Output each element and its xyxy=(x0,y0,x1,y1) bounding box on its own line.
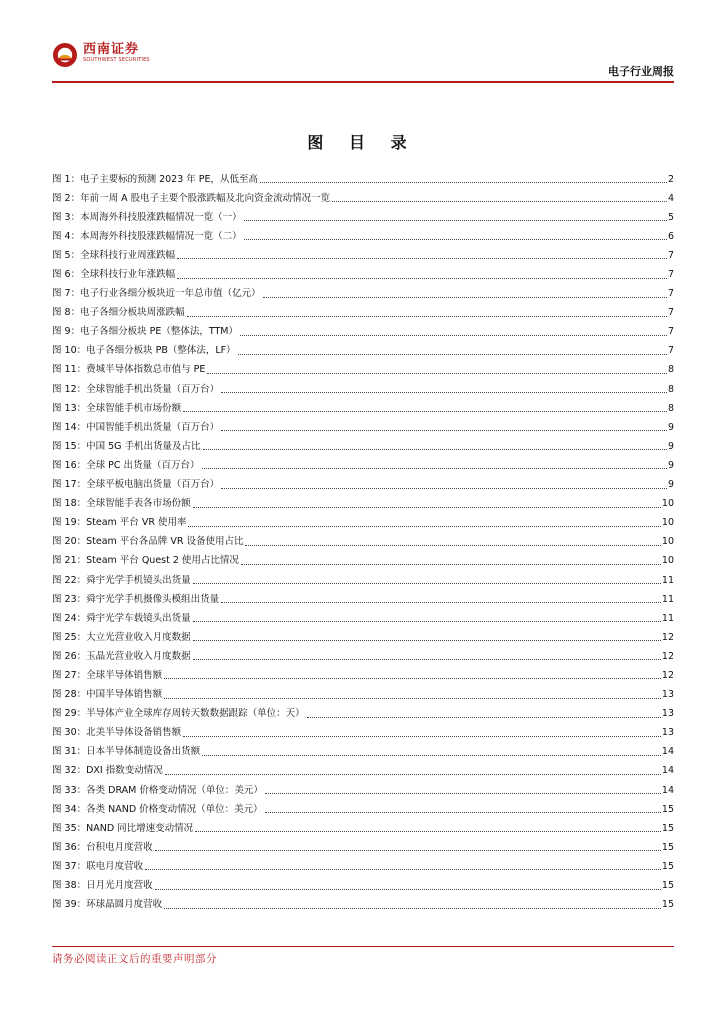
toc-entry-page: 5 xyxy=(667,211,674,223)
toc-entry[interactable] xyxy=(52,609,674,628)
toc-entry-label: 图 13：全球智能手机市场份额 xyxy=(52,402,182,414)
toc-dot-leader xyxy=(193,640,661,641)
toc-entry[interactable] xyxy=(52,380,674,399)
toc-entry-label: 图 33：各类 DRAM 价格变动情况（单位：美元） xyxy=(52,784,263,796)
report-type: 电子行业周报 xyxy=(608,65,674,78)
logo-emblem-icon xyxy=(52,42,78,68)
toc-dot-leader xyxy=(183,411,667,412)
toc-dot-leader xyxy=(188,526,660,527)
toc-entry[interactable] xyxy=(52,724,674,743)
toc-entry-page: 15 xyxy=(661,803,674,815)
toc-dot-leader xyxy=(263,297,667,298)
toc-entry-page: 15 xyxy=(661,860,674,872)
toc-entry[interactable] xyxy=(52,170,674,189)
toc-entry[interactable] xyxy=(52,399,674,418)
toc-entry[interactable] xyxy=(52,819,674,838)
toc-entry[interactable] xyxy=(52,285,674,304)
toc-entry-label: 图 25：大立光营业收入月度数据 xyxy=(52,631,191,643)
toc-entry[interactable] xyxy=(52,762,674,781)
toc-entry-page: 10 xyxy=(661,498,674,510)
toc-dot-leader xyxy=(177,258,667,259)
toc-entry-label: 图 34：各类 NAND 价格变动情况（单位：美元） xyxy=(52,803,263,815)
toc-dot-leader xyxy=(145,869,661,870)
toc-entry-label: 图 5：全球科技行业周涨跌幅 xyxy=(52,249,176,261)
toc-entry[interactable] xyxy=(52,495,674,514)
toc-entry-page: 8 xyxy=(667,383,674,395)
toc-entry-label: 图 35：NAND 同比增速变动情况 xyxy=(52,822,194,834)
toc-entry-page: 6 xyxy=(667,230,674,242)
toc-entry-label: 图 24：舜宇光学车载镜头出货量 xyxy=(52,612,191,624)
toc-dot-leader xyxy=(202,755,661,756)
toc-entry[interactable] xyxy=(52,514,674,533)
toc-entry-label: 图 10：电子各细分板块 PB（整体法，LF） xyxy=(52,345,236,357)
toc-entry-label: 图 21：Steam 平台 Quest 2 使用占比情况 xyxy=(52,555,239,567)
company-logo xyxy=(52,42,150,68)
toc-entry-page: 8 xyxy=(667,364,674,376)
toc-entry-label: 图 20：Steam 平台各品牌 VR 设备使用占比 xyxy=(52,536,244,548)
toc-entry-page: 11 xyxy=(661,612,674,624)
toc-dot-leader xyxy=(240,335,667,336)
toc-entry-label: 图 1：电子主要标的预测 2023 年 PE，从低至高 xyxy=(52,173,259,185)
toc-entry-label: 图 7：电子行业各细分板块近一年总市值（亿元） xyxy=(52,288,261,300)
toc-entry[interactable] xyxy=(52,476,674,495)
toc-entry-page: 14 xyxy=(661,746,674,758)
toc-entry[interactable] xyxy=(52,628,674,647)
toc-dot-leader xyxy=(193,621,661,622)
toc-dot-leader xyxy=(164,908,661,909)
toc-entry-label: 图 29：半导体产业全球库存周转天数数据跟踪（单位：天） xyxy=(52,708,305,720)
toc-entry-page: 9 xyxy=(667,421,674,433)
toc-entry[interactable] xyxy=(52,265,674,284)
footer-disclaimer: 请务必阅读正文后的重要声明部分 xyxy=(52,953,217,965)
toc-entry-page: 7 xyxy=(667,345,674,357)
toc-entry-page: 7 xyxy=(667,326,674,338)
toc-entry-page: 2 xyxy=(667,173,674,185)
toc-entry[interactable] xyxy=(52,590,674,609)
toc-entry-page: 15 xyxy=(661,899,674,911)
toc-entry[interactable] xyxy=(52,552,674,571)
toc-entry-label: 图 4：本周海外科技股涨跌幅情况一览（二） xyxy=(52,230,242,242)
toc-entry-label: 图 32：DXI 指数变动情况 xyxy=(52,765,163,777)
toc-entry-page: 15 xyxy=(661,841,674,853)
toc-dot-leader xyxy=(260,182,667,183)
toc-entry-page: 7 xyxy=(667,307,674,319)
toc-entry-label: 图 18：全球智能手表各市场份额 xyxy=(52,498,191,510)
toc-entry[interactable] xyxy=(52,686,674,705)
toc-entry[interactable] xyxy=(52,418,674,437)
toc-title: 图 目 录 xyxy=(307,133,417,152)
footer-divider xyxy=(52,946,674,947)
toc-entry[interactable] xyxy=(52,323,674,342)
toc-entry-page: 9 xyxy=(667,459,674,471)
toc-dot-leader xyxy=(155,850,661,851)
logo-chinese-name: 西南证券 xyxy=(83,42,140,57)
toc-entry-label: 图 12：全球智能手机出货量（百万台） xyxy=(52,383,220,395)
toc-entry-label: 图 11：费城半导体指数总市值与 PE xyxy=(52,364,206,376)
toc-dot-leader xyxy=(193,507,661,508)
toc-dot-leader xyxy=(241,564,661,565)
toc-entry[interactable] xyxy=(52,705,674,724)
toc-dot-leader xyxy=(155,889,661,890)
table-of-figures xyxy=(52,170,674,915)
toc-entry-label: 图 27：全球半导体销售额 xyxy=(52,669,163,681)
toc-entry[interactable] xyxy=(52,304,674,323)
toc-entry-label: 图 17：全球平板电脑出货量（百万台） xyxy=(52,479,220,491)
page-header xyxy=(52,40,674,82)
toc-dot-leader xyxy=(265,793,661,794)
toc-entry-page: 10 xyxy=(661,517,674,529)
logo-english-name: SOUTHWEST SECURITIES xyxy=(83,57,150,63)
toc-dot-leader xyxy=(244,239,667,240)
toc-dot-leader xyxy=(203,449,667,450)
toc-entry-page: 13 xyxy=(661,689,674,701)
toc-dot-leader xyxy=(165,774,661,775)
toc-entry-label: 图 8：电子各细分板块周涨跌幅 xyxy=(52,307,185,319)
toc-entry-page: 13 xyxy=(661,727,674,739)
toc-entry-page: 12 xyxy=(661,650,674,662)
toc-dot-leader xyxy=(221,488,667,489)
toc-entry-page: 7 xyxy=(667,269,674,281)
toc-entry[interactable] xyxy=(52,208,674,227)
toc-entry[interactable] xyxy=(52,876,674,895)
toc-entry-label: 图 6：全球科技行业年涨跌幅 xyxy=(52,269,176,281)
toc-entry[interactable] xyxy=(52,189,674,208)
toc-entry-page: 12 xyxy=(661,669,674,681)
toc-entry-page: 7 xyxy=(667,249,674,261)
toc-entry[interactable] xyxy=(52,246,674,265)
toc-dot-leader xyxy=(193,583,661,584)
toc-dot-leader xyxy=(183,736,661,737)
toc-entry-page: 7 xyxy=(667,288,674,300)
toc-entry[interactable] xyxy=(52,781,674,800)
toc-entry-page: 15 xyxy=(661,880,674,892)
toc-entry-page: 9 xyxy=(667,440,674,452)
toc-entry-page: 10 xyxy=(661,536,674,548)
toc-entry[interactable] xyxy=(52,571,674,590)
toc-entry-label: 图 23：舜宇光学手机摄像头模组出货量 xyxy=(52,593,220,605)
toc-dot-leader xyxy=(202,468,667,469)
toc-entry-label: 图 16：全球 PC 出货量（百万台） xyxy=(52,459,200,471)
toc-entry[interactable] xyxy=(52,533,674,552)
toc-entry[interactable] xyxy=(52,361,674,380)
toc-entry-page: 4 xyxy=(667,192,674,204)
toc-entry[interactable] xyxy=(52,342,674,361)
toc-dot-leader xyxy=(245,545,660,546)
toc-entry-page: 8 xyxy=(667,402,674,414)
header-divider xyxy=(52,81,674,83)
toc-entry[interactable] xyxy=(52,838,674,857)
toc-entry-label: 图 2：年前一周 A 股电子主要个股涨跌幅及北向资金流动情况一览 xyxy=(52,192,331,204)
toc-entry-label: 图 37：联电月度营收 xyxy=(52,860,144,872)
toc-entry-label: 图 31：日本半导体制造设备出货额 xyxy=(52,746,201,758)
toc-entry[interactable] xyxy=(52,800,674,819)
toc-dot-leader xyxy=(195,831,661,832)
toc-dot-leader xyxy=(221,430,667,431)
toc-entry[interactable] xyxy=(52,456,674,475)
toc-entry[interactable] xyxy=(52,857,674,876)
toc-entry-page: 15 xyxy=(661,822,674,834)
toc-entry[interactable] xyxy=(52,743,674,762)
toc-dot-leader xyxy=(307,717,661,718)
toc-entry[interactable] xyxy=(52,437,674,456)
toc-entry-page: 11 xyxy=(661,593,674,605)
toc-dot-leader xyxy=(244,220,667,221)
toc-entry-label: 图 39：环球晶圆月度营收 xyxy=(52,899,163,911)
toc-dot-leader xyxy=(187,316,667,317)
toc-dot-leader xyxy=(193,659,661,660)
toc-entry-label: 图 36：台积电月度营收 xyxy=(52,841,153,853)
toc-entry-page: 11 xyxy=(661,574,674,586)
toc-entry-page: 9 xyxy=(667,479,674,491)
toc-entry-label: 图 15：中国 5G 手机出货量及占比 xyxy=(52,440,201,452)
toc-dot-leader xyxy=(164,698,661,699)
toc-dot-leader xyxy=(238,354,667,355)
toc-entry[interactable] xyxy=(52,647,674,666)
toc-dot-leader xyxy=(207,373,667,374)
toc-entry-label: 图 9：电子各细分板块 PE（整体法，TTM） xyxy=(52,326,238,338)
toc-entry[interactable] xyxy=(52,227,674,246)
toc-dot-leader xyxy=(265,812,661,813)
toc-entry-label: 图 19：Steam 平台 VR 使用率 xyxy=(52,517,187,529)
toc-entry[interactable] xyxy=(52,666,674,685)
toc-dot-leader xyxy=(221,392,667,393)
toc-dot-leader xyxy=(332,201,667,202)
toc-entry-page: 14 xyxy=(661,784,674,796)
toc-entry-page: 12 xyxy=(661,631,674,643)
toc-entry-label: 图 30：北美半导体设备销售额 xyxy=(52,727,182,739)
toc-entry-label: 图 14：中国智能手机出货量（百万台） xyxy=(52,421,220,433)
toc-entry-page: 13 xyxy=(661,708,674,720)
toc-entry-label: 图 28：中国半导体销售额 xyxy=(52,689,163,701)
toc-entry[interactable] xyxy=(52,896,674,915)
toc-dot-leader xyxy=(221,602,661,603)
toc-entry-label: 图 38：日月光月度营收 xyxy=(52,880,153,892)
toc-entry-page: 14 xyxy=(661,765,674,777)
toc-dot-leader xyxy=(164,678,661,679)
toc-entry-page: 10 xyxy=(661,555,674,567)
toc-entry-label: 图 22：舜宇光学手机镜头出货量 xyxy=(52,574,191,586)
toc-entry-label: 图 3：本周海外科技股涨跌幅情况一览（一） xyxy=(52,211,242,223)
toc-entry-label: 图 26：玉晶光营业收入月度数据 xyxy=(52,650,191,662)
toc-dot-leader xyxy=(177,278,667,279)
